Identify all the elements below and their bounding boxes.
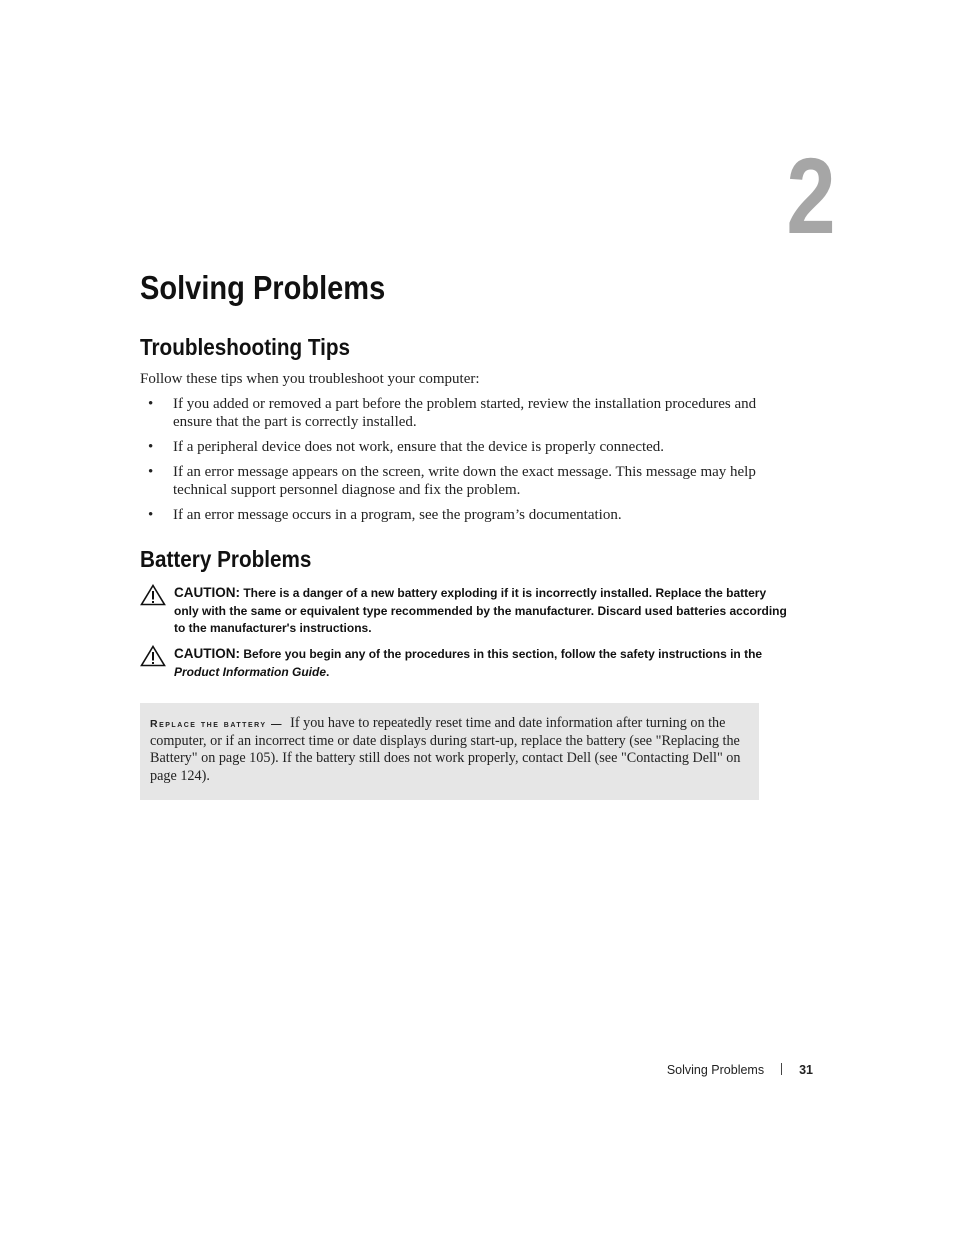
replace-battery-text <box>150 715 749 785</box>
warning-triangle-icon <box>140 645 166 667</box>
bullet-icon: • <box>148 464 154 480</box>
bullet-icon: • <box>148 396 154 412</box>
list-item <box>140 506 790 524</box>
caution-label: CAUTION: <box>174 646 240 661</box>
bullet-icon: • <box>148 507 154 523</box>
list-item <box>140 395 790 431</box>
list-item <box>140 438 790 456</box>
section-heading-battery-problems: Battery Problems <box>140 546 312 572</box>
caution-body-end: . <box>326 664 330 679</box>
list-item-text: If you added or removed a part before the problem started, review the installation procedures and ensure that the part is correctly installed. <box>173 396 757 430</box>
chapter-number: 2 <box>786 135 836 256</box>
bullet-icon: • <box>148 439 154 455</box>
section-heading-troubleshooting-tips: Troubleshooting Tips <box>140 334 351 360</box>
list-item-text: If an error message appears on the screen, write down the exact message. This message may help technical support personnel diagnose and fix the problem. <box>173 464 756 498</box>
caution-body: Before you begin any of the procedures in this section, follow the safety instructions in the <box>243 647 763 661</box>
caution-notice-battery-explosion <box>140 584 790 638</box>
tips-list <box>140 395 790 531</box>
caution-text <box>174 584 790 638</box>
page-footer <box>667 1061 813 1079</box>
list-item <box>140 463 790 499</box>
page-number: 31 <box>799 1063 813 1077</box>
replace-battery-body: If you have to repeatedly reset time and date information after turning on the computer, or if an incorrect time or date displays during start-up, replace the battery (see "Replacing the Battery" on page 105). If the battery still does not work properly, contact Dell (see "Contacting Dell" on page 124). <box>150 715 741 784</box>
footer-divider <box>781 1063 782 1075</box>
caution-body: There is a danger of a new battery exploding if it is incorrectly installed. Replace the battery only with the same or equivalent type recommended by the manufacturer. Discard used batteries according to the manufacturer's instructions. <box>174 586 787 635</box>
list-item-text: If an error message occurs in a program, see the program’s documentation. <box>173 507 622 523</box>
caution-label: CAUTION: <box>174 585 240 600</box>
caution-notice-safety-instructions <box>140 645 790 681</box>
tips-intro: Follow these tips when you troubleshoot your computer: <box>140 371 480 387</box>
replace-battery-box <box>140 703 759 800</box>
caution-text <box>174 645 790 681</box>
list-item-text: If a peripheral device does not work, ensure that the device is properly connected. <box>173 439 665 455</box>
product-information-guide-reference: Product Information Guide <box>174 664 326 679</box>
footer-section-title: Solving Problems <box>666 1063 765 1077</box>
warning-triangle-icon <box>140 584 166 606</box>
page-title: Solving Problems <box>140 269 386 306</box>
replace-battery-title: Replace the battery — <box>150 718 284 730</box>
